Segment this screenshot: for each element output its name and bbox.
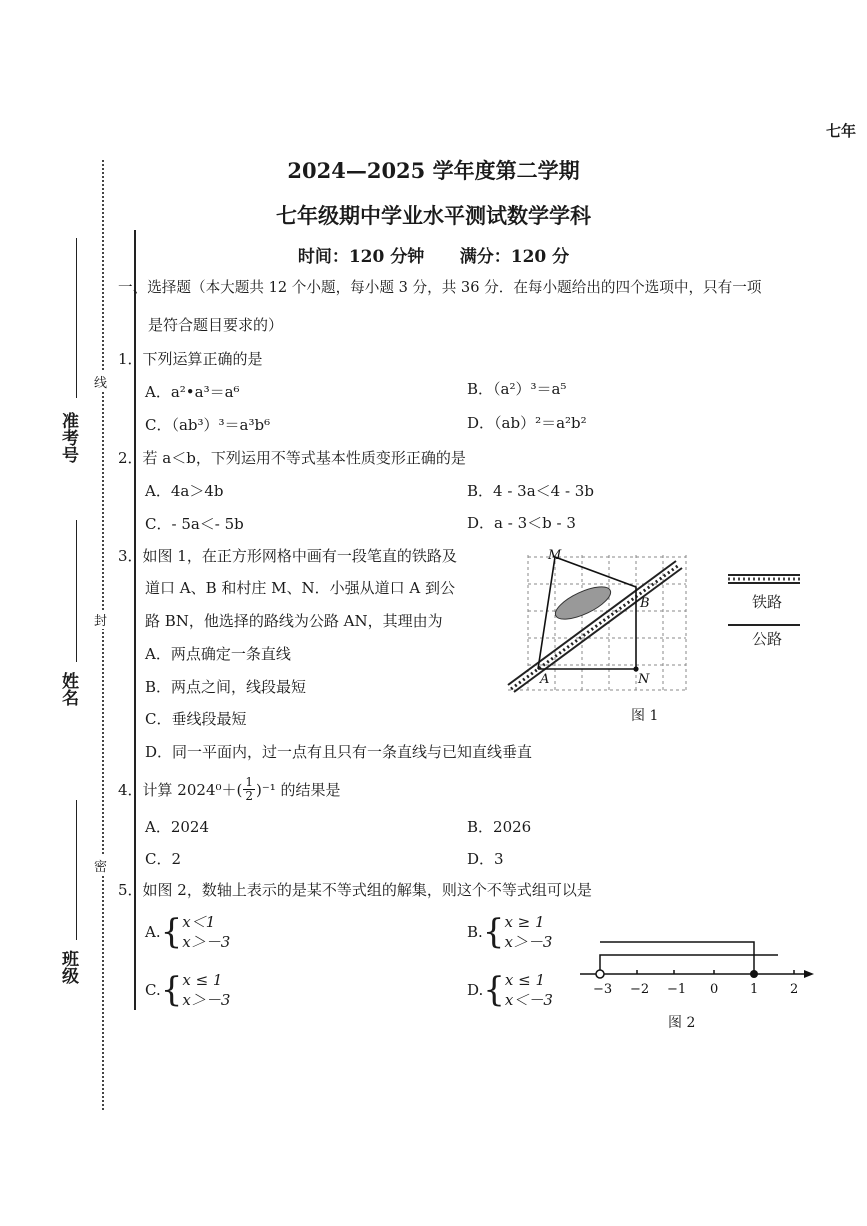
exam-time-score: 时间：120 分钟 满分：120 分 xyxy=(297,247,570,267)
q5-a-bot: x＞－3 xyxy=(182,933,231,951)
q5-d-brace: { xyxy=(483,970,505,1010)
q5-a-brace: { xyxy=(160,912,183,952)
q3-option-a: A．两点确定一条直线 xyxy=(145,645,291,663)
q2-option-b: B．4 - 3a＜4 - 3b xyxy=(467,482,594,500)
section-heading: 一、选择题（本大题共 12 个小题，每小题 3 分，共 36 分．在每小题给出的四个选项中，只有一项 xyxy=(118,279,762,296)
label-m: M xyxy=(548,548,562,563)
seal-seal-char: 封 xyxy=(94,610,107,629)
q2-stem: 2．若 a＜b，下列运用不等式基本性质变形正确的是 xyxy=(118,449,466,467)
q5-stem: 5．如图 2，数轴上表示的是某不等式组的解集，则这个不等式组可以是 xyxy=(118,881,592,899)
q5-option-c xyxy=(145,970,230,1010)
label-n: N xyxy=(638,672,650,687)
class-underline xyxy=(76,800,77,940)
tick-label: 2 xyxy=(790,982,799,997)
q5-option-d xyxy=(467,970,553,1010)
q5-b-brace: { xyxy=(482,912,505,952)
name-label: 姓名 xyxy=(58,672,78,706)
q2-option-a: A．4a＞4b xyxy=(145,482,224,500)
axis-arrow xyxy=(804,970,814,978)
tick-label: −2 xyxy=(630,982,650,997)
page-corner-label: 七年 xyxy=(826,122,857,140)
figure1-grid xyxy=(508,555,686,693)
q4-option-b: B．2026 xyxy=(467,818,532,836)
page-title: 2024—2025 学年度第二学期 xyxy=(287,158,580,183)
q5-d-top: x ≤ 1 xyxy=(504,971,546,989)
open-circle-minus3 xyxy=(596,970,604,978)
legend-railway-label: 铁路 xyxy=(752,593,783,611)
q4-fraction xyxy=(243,776,255,803)
tick-label: −3 xyxy=(593,982,613,997)
q5-c-top: x ≤ 1 xyxy=(182,971,223,989)
q4-frac-den: 2 xyxy=(245,789,253,803)
q4-option-c: C．2 xyxy=(145,850,182,868)
tick-label: 0 xyxy=(710,982,719,997)
railway-legend-icon xyxy=(728,572,800,586)
q4-frac-num: 1 xyxy=(245,775,253,789)
section-heading-cont: 是符合题目要求的） xyxy=(148,316,284,334)
q2-option-c: C．- 5a＜- 5b xyxy=(145,515,244,533)
q2-option-d: D．a - 3＜b - 3 xyxy=(467,514,576,532)
q5-b-label: B. xyxy=(467,923,483,941)
q4-option-d: D．3 xyxy=(467,850,504,868)
figure2-caption: 图 2 xyxy=(668,1015,696,1031)
q1-option-c: C．（ab³）³＝a³b⁶ xyxy=(145,416,271,434)
solution-bracket-upper xyxy=(600,942,754,974)
q3-stem-line2: 道口 A、B 和村庄 M、N．小强从道口 A 到公 xyxy=(145,579,456,597)
q4-option-a: A．2024 xyxy=(145,818,210,836)
q5-c-bot: x＞－3 xyxy=(182,991,231,1009)
closed-circle-1 xyxy=(750,970,758,978)
road-legend-line xyxy=(728,624,800,626)
pond-shape xyxy=(551,580,615,625)
binding-dotted-line xyxy=(102,160,104,1110)
q5-option-b xyxy=(467,912,552,952)
exam-number-label: 准考号 xyxy=(58,412,78,463)
label-b: B xyxy=(640,596,650,611)
tick-label: 1 xyxy=(750,982,759,997)
q5-c-brace: { xyxy=(160,970,183,1010)
q5-a-top: x＜1 xyxy=(182,913,216,931)
q5-c-label: C. xyxy=(145,981,161,999)
q3-option-b: B．两点之间，线段最短 xyxy=(145,678,307,696)
q1-option-b: B．（a²）³＝a⁵ xyxy=(467,380,567,398)
q3-stem-line3: 路 BN，他选择的路线为公路 AN，其理由为 xyxy=(145,612,443,630)
label-a: A xyxy=(540,672,550,687)
q5-option-a xyxy=(145,912,230,952)
q5-a-label: A. xyxy=(145,923,161,941)
legend-road-label: 公路 xyxy=(752,630,783,648)
q5-b-bot: x＞－3 xyxy=(504,933,553,951)
q4-stem-pre: 4．计算 2024⁰＋( xyxy=(118,781,243,799)
figure1-caption: 图 1 xyxy=(631,708,659,724)
q3-stem-line1: 3．如图 1，在正方形网格中画有一段笔直的铁路及 xyxy=(118,547,457,565)
q5-d-bot: x＜－3 xyxy=(504,991,553,1009)
figure2-number-line xyxy=(580,930,820,1000)
figure1-diagram xyxy=(498,545,698,705)
q1-option-d: D．（ab）²＝a²b² xyxy=(467,414,587,432)
q1-option-a: A．a²•a³＝a⁶ xyxy=(145,383,240,401)
q5-d-label: D. xyxy=(467,981,484,999)
q3-option-d: D．同一平面内，过一点有且只有一条直线与已知直线垂直 xyxy=(145,743,533,761)
point-n-dot xyxy=(633,666,638,671)
class-label: 班级 xyxy=(58,950,78,984)
q4-stem-post: )⁻¹ 的结果是 xyxy=(256,781,341,799)
page-subtitle: 七年级期中学业水平测试数学学科 xyxy=(276,203,591,228)
q1-stem: 1．下列运算正确的是 xyxy=(118,350,263,368)
tick-label: −1 xyxy=(667,982,687,997)
name-underline xyxy=(76,520,77,662)
seal-secret-char: 密 xyxy=(94,856,107,875)
q5-b-top: x ≥ 1 xyxy=(504,913,545,931)
q3-option-c: C．垂线段最短 xyxy=(145,710,247,728)
railway-track xyxy=(508,561,682,692)
seal-line-char: 线 xyxy=(94,372,107,391)
q4-stem xyxy=(118,776,341,803)
